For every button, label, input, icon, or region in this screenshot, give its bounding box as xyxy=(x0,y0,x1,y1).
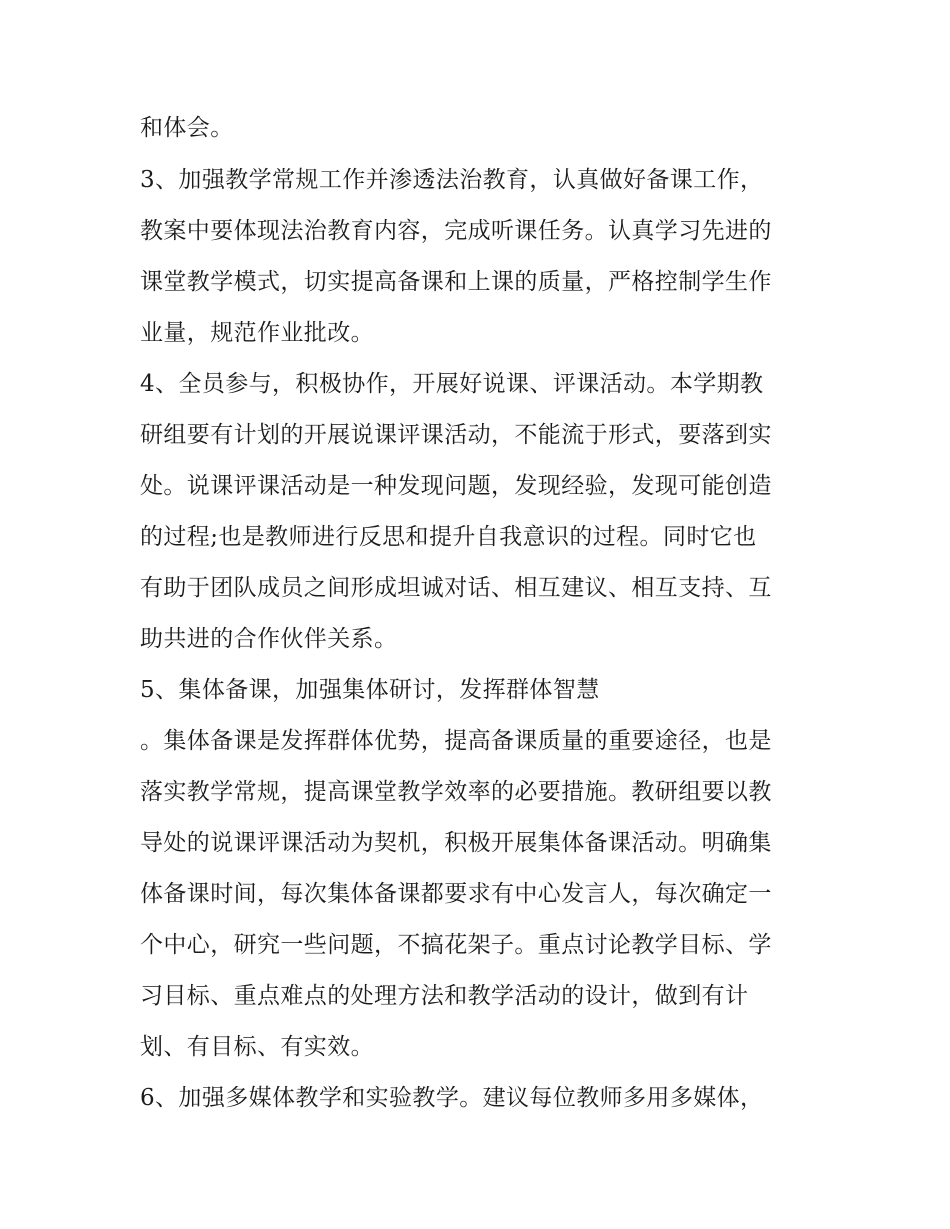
text-line: 处。说课评课活动是一种发现问题，发现经验，发现可能创造 xyxy=(140,473,772,499)
text-line: 习目标、重点难点的处理方法和教学活动的设计，做到有计 xyxy=(140,983,749,1009)
text-line: 助共进的合作伙伴关系。 xyxy=(140,626,398,652)
text-line: 导处的说课评课活动为契机，积极开展集体备课活动。明确集 xyxy=(140,830,772,856)
text-line: 有助于团队成员之间形成坦诚对话、相互建议、相互支持、互 xyxy=(140,575,772,601)
text-line: 和体会。 xyxy=(140,115,234,141)
text-line: 。集体备课是发挥群体优势，提高备课质量的重要途径，也是 xyxy=(140,728,772,754)
text-line: 研组要有计划的开展说课评课活动，不能流于形式，要落到实 xyxy=(140,422,772,448)
text-line: 业量，规范作业批改。 xyxy=(140,320,374,346)
text-line: 划、有目标、有实效。 xyxy=(140,1034,374,1060)
text-line: 4、全员参与，积极协作，开展好说课、评课活动。本学期教 xyxy=(140,371,764,397)
text-line: 6、加强多媒体教学和实验教学。建议每位教师多用多媒体， xyxy=(140,1085,764,1111)
text-line: 体备课时间，每次集体备课都要求有中心发言人，每次确定一 xyxy=(140,881,772,907)
text-line: 课堂教学模式，切实提高备课和上课的质量，严格控制学生作 xyxy=(140,269,772,295)
text-line: 3、加强教学常规工作并渗透法治教育，认真做好备课工作， xyxy=(140,167,764,193)
text-line: 的过程;也是教师进行反思和提升自我意识的过程。同时它也 xyxy=(140,524,757,550)
text-line: 个中心，研究一些问题，不搞花架子。重点讨论教学目标、学 xyxy=(140,932,772,958)
text-line: 落实教学常规，提高课堂教学效率的必要措施。教研组要以教 xyxy=(140,779,772,805)
text-line: 教案中要体现法治教育内容，完成听课任务。认真学习先进的 xyxy=(140,218,772,244)
text-line: 5、集体备课，加强集体研讨，发挥群体智慧 xyxy=(140,677,600,703)
